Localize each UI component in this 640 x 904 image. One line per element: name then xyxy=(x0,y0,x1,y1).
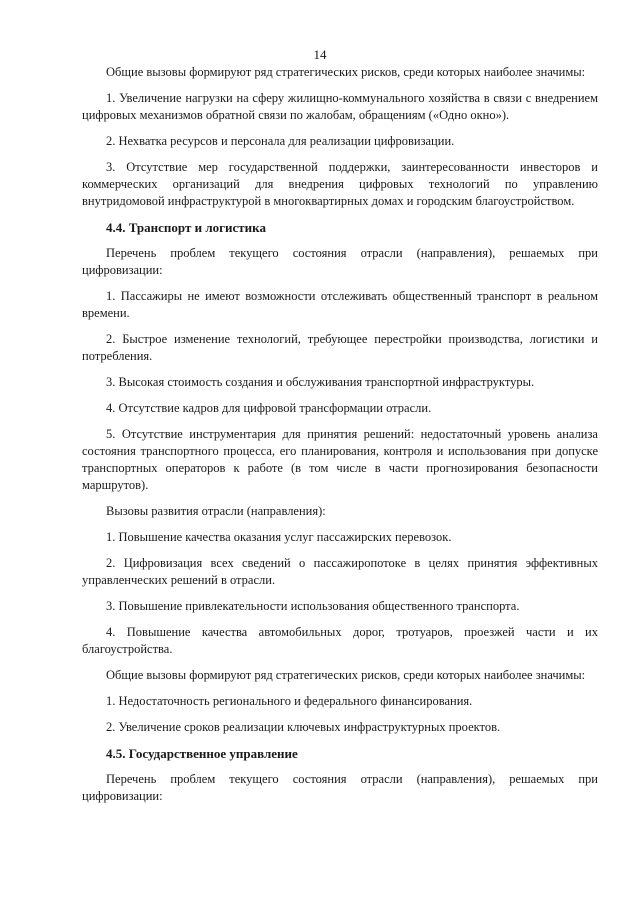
paragraph: 4. Повышение качества автомобильных дорог, тротуаров, проезжей части и их благоустройства. xyxy=(82,625,598,656)
paragraph: Общие вызовы формируют ряд стратегических рисков, среди которых наиболее значимы: xyxy=(106,668,586,682)
paragraph: 1. Повышение качества оказания услуг пассажирских перевозок. xyxy=(106,530,452,544)
paragraph: 1. Пассажиры не имеют возможности отслеживать общественный транспорт в реальном времени. xyxy=(82,289,598,320)
document-body xyxy=(82,64,598,814)
paragraph: 3. Отсутствие мер государственной поддержки, заинтересованности инвесторов и коммерческих организаций для внедрения цифровых технологий по управлению внутридомовой инфраструктурой в многоквартирных домах и городским благоустройством. xyxy=(82,160,598,208)
paragraph: 1. Недостаточность регионального и федерального финансирования. xyxy=(106,694,473,708)
paragraph: 4. Отсутствие кадров для цифровой трансформации отрасли. xyxy=(106,401,432,415)
paragraph: 5. Отсутствие инструментария для принятия решений: недостаточный уровень анализа состояния транспортного процесса, его планирования, контроля и использования при допуске транспортных операторов к работе (в том числе в части прогнозирования безопасности маршрутов). xyxy=(82,427,598,492)
paragraph: 1. Увеличение нагрузки на сферу жилищно-коммунального хозяйства в связи с внедрением цифровых механизмов обратной связи по жалобам, обращениям («Одно окно»). xyxy=(82,91,598,122)
section-heading: 4.4. Транспорт и логистика xyxy=(106,220,266,235)
paragraph: 2. Цифровизация всех сведений о пассажиропотоке в целях принятия эффективных управленческих решений в отрасли. xyxy=(82,556,598,587)
page-number: 14 xyxy=(313,47,327,62)
paragraph: 2. Быстрое изменение технологий, требующее перестройки производства, логистики и потребления. xyxy=(82,332,598,363)
paragraph: Общие вызовы формируют ряд стратегических рисков, среди которых наиболее значимы: xyxy=(106,65,586,79)
paragraph: Перечень проблем текущего состояния отрасли (направления), решаемых при цифровизации: xyxy=(82,772,598,803)
paragraph: 3. Высокая стоимость создания и обслуживания транспортной инфраструктуры. xyxy=(106,375,535,389)
paragraph: 2. Нехватка ресурсов и персонала для реализации цифровизации. xyxy=(106,134,455,148)
section-heading: 4.5. Государственное управление xyxy=(106,746,298,761)
paragraph: Перечень проблем текущего состояния отрасли (направления), решаемых при цифровизации: xyxy=(82,246,598,277)
paragraph: 3. Повышение привлекательности использования общественного транспорта. xyxy=(106,599,520,613)
paragraph: Вызовы развития отрасли (направления): xyxy=(106,504,326,518)
paragraph: 2. Увеличение сроков реализации ключевых инфраструктурных проектов. xyxy=(106,720,501,734)
